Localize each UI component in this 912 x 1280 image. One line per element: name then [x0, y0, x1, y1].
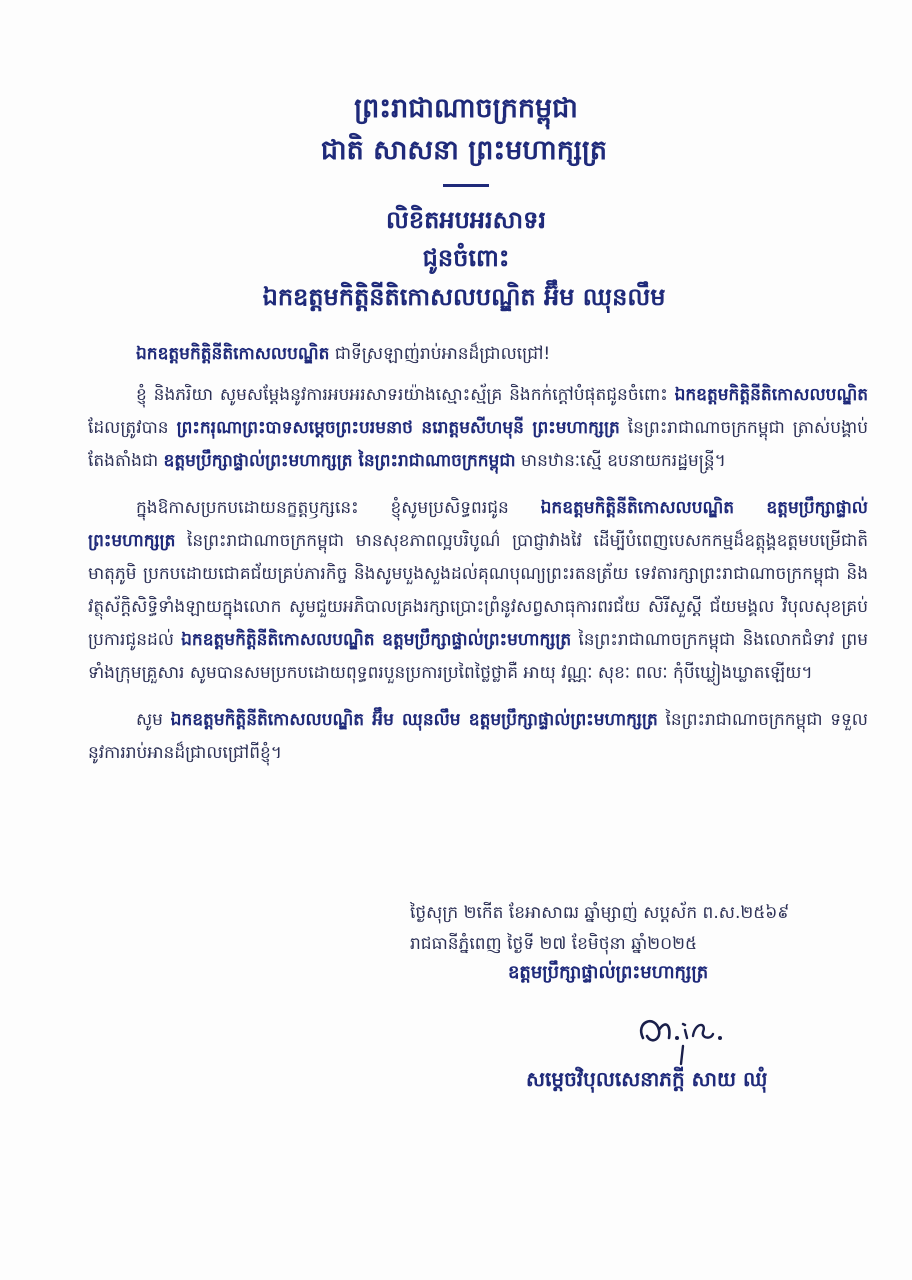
paragraph-closing	[88, 704, 868, 770]
p3-text-a: សូម	[136, 710, 171, 730]
paragraph-blessing	[88, 492, 868, 690]
p2-text-a: ក្នុងឱកាសប្រកបដោយនក្ខត្តឫក្សនេះ ខ្ញុំសូមប្រសិទ្ធពរជូន	[136, 498, 541, 518]
p2-text-e: នៃព្រះរាជាណាចក្រកម្ពុជា និងលោកជំទាវ ព្រមទាំងក្រុមគ្រួសារ សូមបានសមប្រកបដោយពុទ្ធពរបួនប្រការប្រពៃថ្លៃថ្លាគឺ អាយុ វណ្ណៈ សុខៈ ពលៈ កុំបីឃ្លៀងឃ្លាតឡើយ។	[88, 630, 868, 683]
p1-text-e: នៃព្រះរាជាណាចក្រកម្ពុជា ត្រាស់បង្គាប់តែងតាំងជា	[88, 418, 868, 471]
solar-date: រាជធានីភ្នំពេញ ថ្ងៃទី ២៧ ខែមិថុនា ឆ្នាំ២០២៥	[410, 934, 698, 954]
p1-bold-d: ព្រះករុណាព្រះបាទសម្តេចព្រះបរមនាថ នរោត្តមសីហមុនី ព្រះមហាក្សត្រ	[176, 418, 620, 438]
p2-text-c: នៃព្រះរាជាណាចក្រកម្ពុជា មានសុខភាពល្អបរិបូណ៌ ប្រាជ្ញាវាងវៃ ដើម្បីបំពេញបេសកកម្មដ៏ឧត្តុង្គឧត្តមបម្រើជាតិមាតុភូមិ ប្រកបដោយជោគជ័យគ្រប់ភារកិច្ច និងសូមបួងសួងដល់គុណបុណ្យព្រះរតនត្រ័យ ទេវតារក្សាព្រះរាជាណាចក្រកម្ពុជា និងវត្ថុស័ក្តិសិទ្ធិទាំងឡាយក្នុងលោក សូមជួយអភិបាលគ្រងរក្សាប្រោះព្រំនូវសព្វសាធុការពរជ័យ សិរីសួស្តី ជ័យមង្គល វិបុលសុខគ្រប់ប្រការជូនដល់	[88, 531, 868, 650]
p1-text-a: ខ្ញុំ និងភរិយា សូមសម្តែងនូវការអបអរសាទរយ៉ាងស្មោះស្ម័គ្រ និងកក់ក្តៅបំផុតជូនចំពោះ	[136, 385, 675, 405]
signer-name: សម្តេចវិបុលសេនាភក្តី សាយ ឈុំ	[526, 1067, 768, 1091]
letter-header	[0, 88, 912, 317]
p1-bold-b: ឯកឧត្តមកិត្តិនីតិកោសលបណ្ឌិត	[674, 385, 868, 405]
p3-bold-b: ឯកឧត្តមកិត្តិនីតិកោសលបណ្ឌិត អ៊ឹម ឈុនលឹម ឧត្តមប្រឹក្សាផ្ទាល់ព្រះមហាក្សត្រ	[170, 710, 658, 730]
letter-body	[88, 338, 868, 784]
salutation	[88, 338, 868, 371]
p1-bold-f: ឧត្តមប្រឹក្សាផ្ទាល់ព្រះមហាក្សត្រ នៃព្រះរាជាណាចក្រកម្ពុជា	[163, 451, 516, 471]
paragraph-congratulation	[88, 379, 868, 478]
handwritten-signature	[625, 1008, 735, 1068]
p2-bold-d: ឯកឧត្តមកិត្តិនីតិកោសលបណ្ឌិត ឧត្តមប្រឹក្សាផ្ទាល់ព្រះមហាក្សត្រ	[181, 630, 572, 650]
recipient-name: ឯកឧត្តមកិត្តិនីតិកោសលបណ្ឌិត អ៊ឹម ឈុនលឹម	[262, 283, 666, 311]
p1-text-g: មានឋានៈស្មើ ឧបនាយករដ្ឋមន្ត្រី។	[515, 451, 726, 471]
salutation-title: ឯកឧត្តមកិត្តិនីតិកោសលបណ្ឌិត	[136, 344, 330, 364]
header-divider	[443, 184, 489, 187]
p3-text-c: នៃព្រះរាជាណាចក្រកម្ពុជា ទទួលនូវការរាប់អានដ៏ជ្រាលជ្រៅពីខ្ញុំ។	[88, 710, 868, 763]
national-motto: ជាតិ សាសនា ព្រះមហាក្សត្រ	[320, 135, 608, 166]
lunar-date: ថ្ងៃសុក្រ ២កើត ខែអាសាឍ ឆ្នាំម្សាញ់ សប្តស័ក ព.ស.២៥៦៩	[410, 903, 790, 923]
p2-bold-b: ឯកឧត្តមកិត្តិនីតិកោសលបណ្ឌិត ឧត្តមប្រឹក្សាផ្ទាល់ព្រះមហាក្សត្រ	[88, 498, 868, 551]
letter-title: លិខិតអបអរសាទរ	[386, 206, 546, 234]
signer-title: ឧត្តមប្រឹក្សាផ្ទាល់ព្រះមហាក្សត្រ	[508, 962, 709, 983]
date-block	[410, 898, 880, 960]
addressed-to: ជូនចំពោះ	[422, 244, 510, 272]
salutation-text: ជាទីស្រឡាញ់រាប់អានដ៏ជ្រាលជ្រៅ!	[329, 344, 551, 364]
kingdom-title: ព្រះរាជាណាចក្រកម្ពុជា	[354, 93, 578, 124]
p1-text-c: ដែលត្រូវបាន	[88, 418, 177, 438]
